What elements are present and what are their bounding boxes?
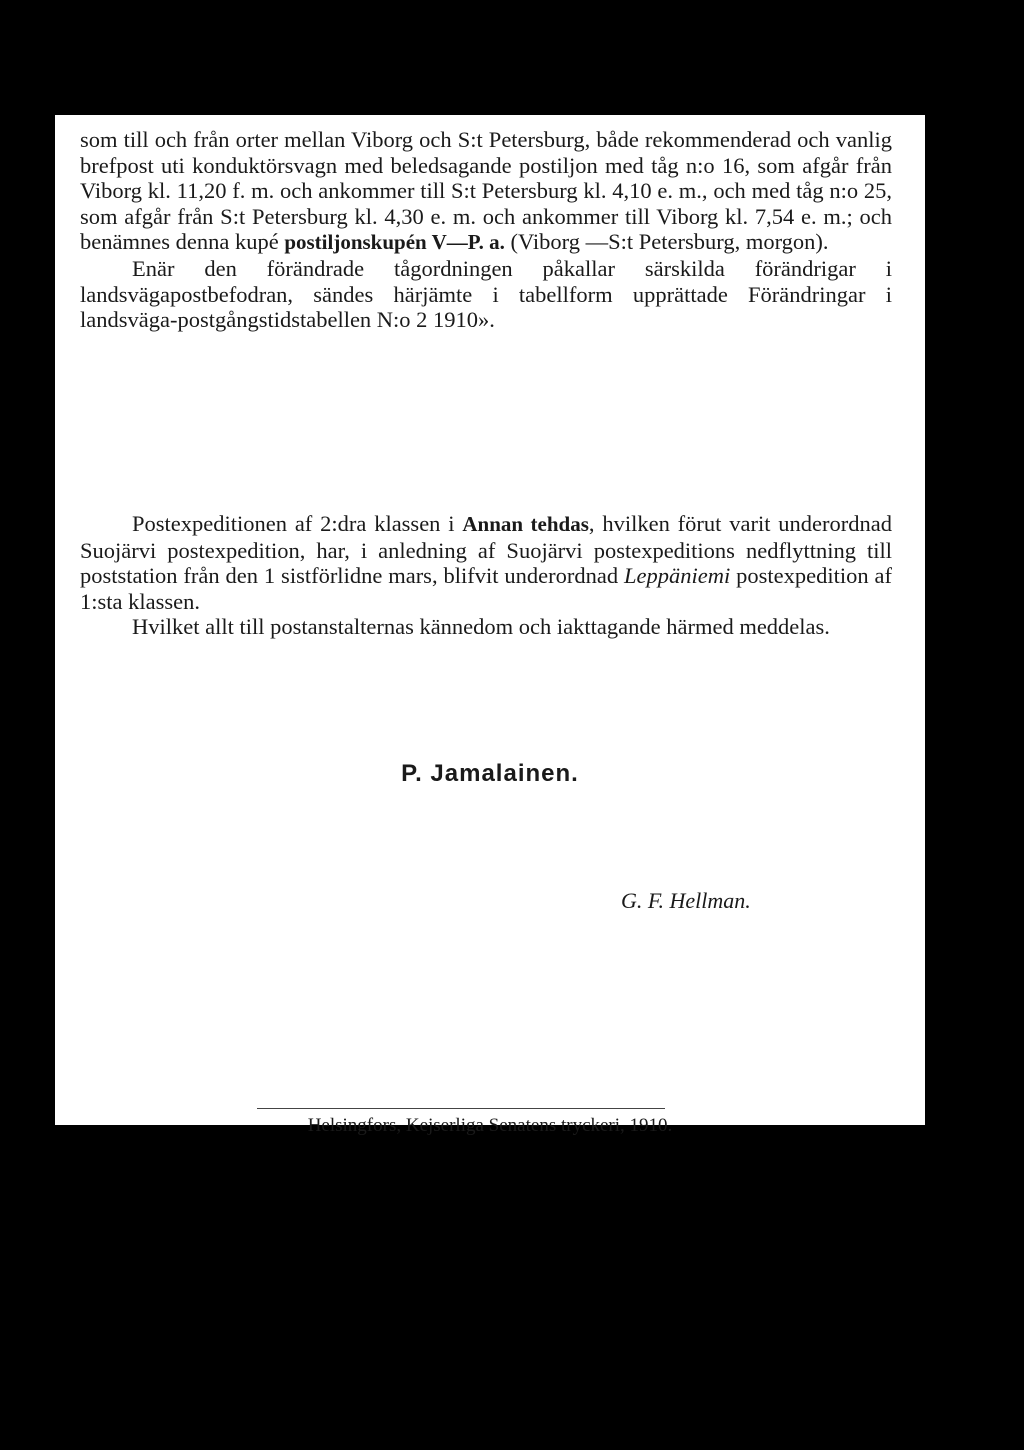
signature-primary: P. Jamalainen. bbox=[401, 760, 579, 787]
paragraph-2-main bbox=[80, 511, 892, 614]
paragraph-2-emphasis-office: Leppäniemi bbox=[623, 563, 731, 589]
paragraph-2-text: Postexpeditionen af 2:dra klassen i bbox=[132, 511, 463, 536]
paragraph-2-text-end: postexpedition af 1:sta klassen. bbox=[80, 563, 892, 614]
paragraph-post-office bbox=[80, 511, 892, 640]
printer-imprint: Helsingfors, Kejserliga Senatens tryckeri, 1910. bbox=[307, 1115, 673, 1136]
paragraph-1-text: som till och från orter mellan Viborg och S:t Petersburg, både rekommenderad och vanlig brefpost uti konduktörsvagn med beledsagande postiljon med tåg n:o 16, som afgår från Viborg kl. 11,20 f. m. och ankommer till S:t Petersburg kl. 4,10 e. m., och med tåg n:o 25, som afgår från S:t Petersburg kl. 4,30 e. m. och ankommer till Viborg kl. 7,54 e. m.; och benämnes denna kupé bbox=[80, 127, 892, 255]
footer-divider bbox=[257, 1108, 665, 1109]
paragraph-train-post bbox=[80, 127, 892, 333]
paragraph-1-continuation: Enär den förändrade tågordningen påkallar särskilda förändrigar i landsvägapostbefodran, sändes härjämte i tabellform upprättade Förändringar i landsväga-postgångstidstabellen N:o 2 1910». bbox=[80, 255, 892, 333]
document-page bbox=[55, 115, 925, 1136]
paragraph-2-closing: Hvilket allt till postanstalternas kännedom och iakttagande härmed meddelas. bbox=[132, 614, 830, 640]
paragraph-1-text-cont: (Viborg —S:t Petersburg, morgon). bbox=[504, 229, 829, 255]
paragraph-2-text-cont: , hvilken förut varit underordnad Suojärvi postexpedition, har, i anledning af Suojärvi postexpeditions nedflyttning till poststation från den 1 sistförlidne mars, blifvit underordnad bbox=[80, 511, 892, 589]
paragraph-2-emphasis-place: Annan tehdas bbox=[462, 512, 589, 536]
paragraph-1-emphasis: postiljonskupén V—P. a. bbox=[284, 230, 505, 255]
signature-secondary: G. F. Hellman. bbox=[621, 888, 751, 913]
